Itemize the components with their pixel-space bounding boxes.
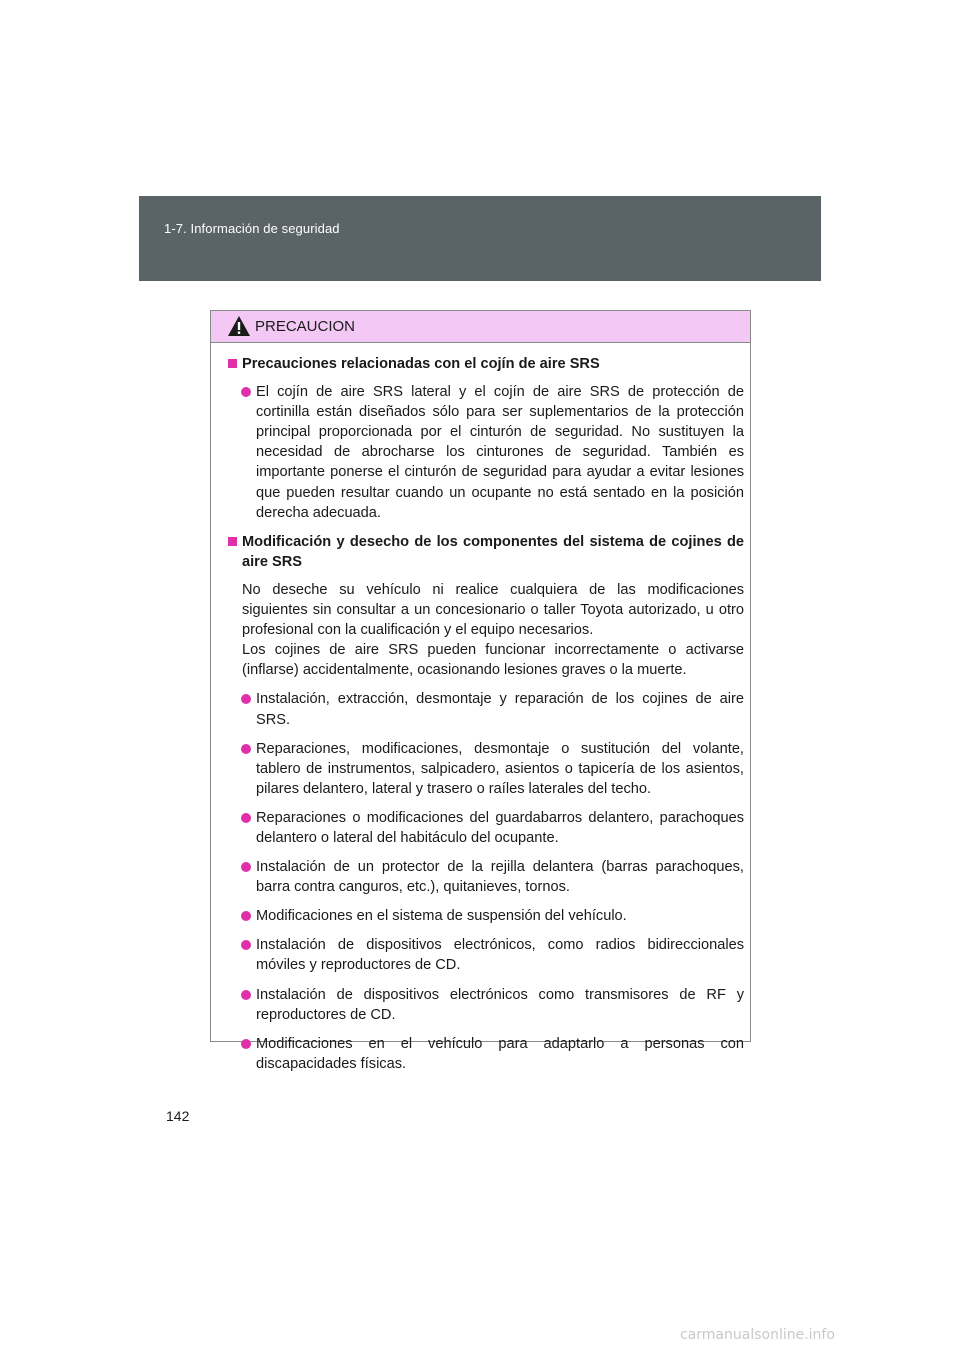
list-item — [228, 1034, 744, 1074]
round-bullet-icon — [241, 911, 251, 921]
round-bullet-icon — [241, 990, 251, 1000]
warning-triangle-icon — [227, 315, 251, 337]
list-item — [228, 382, 744, 523]
round-bullet-icon — [241, 1039, 251, 1049]
list-item-text: Reparaciones o modificaciones del guardabarros delantero, parachoques delantero o lateral del habitáculo del ocupante. — [256, 809, 744, 846]
section-heading — [228, 354, 744, 374]
list-item — [228, 689, 744, 729]
list-item — [228, 985, 744, 1025]
list-item-text: Instalación, extracción, desmontaje y reparación de los cojines de aire SRS. — [256, 691, 744, 728]
list-item — [228, 739, 744, 799]
round-bullet-icon — [241, 862, 251, 872]
section-heading-text: Modificación y desecho de los componentes del sistema de cojines de aire SRS — [242, 533, 744, 570]
list-item — [228, 935, 744, 975]
caution-header — [211, 311, 750, 343]
round-bullet-icon — [241, 813, 251, 823]
caution-label: PRECAUCION — [255, 318, 356, 335]
round-bullet-icon — [241, 387, 251, 397]
paragraph: Los cojines de aire SRS pueden funcionar incorrectamente o activarse (inflarse) accidentalmente, ocasionando lesiones graves o la muerte. — [242, 642, 744, 679]
caution-body — [211, 343, 750, 1074]
round-bullet-icon — [241, 940, 251, 950]
list-item — [228, 808, 744, 848]
paragraph: No deseche su vehículo ni realice cualquiera de las modificaciones siguientes sin consultar a un concesionario o taller Toyota autorizado, u otro profesional con la cualificación y el equipo necesarios. — [242, 581, 744, 639]
round-bullet-icon — [241, 744, 251, 754]
list-item-text: Modificaciones en el vehículo para adaptarlo a personas con discapacidades físicas. — [256, 1035, 744, 1072]
list-item — [228, 857, 744, 897]
list-item-text: Reparaciones, modificaciones, desmontaje o sustitución del volante, tablero de instrumentos, salpicadero, asientos o tapicería de los asientos, pilares delantero, lateral y trasero o raíles laterales del techo. — [256, 740, 744, 797]
list-item-text: El cojín de aire SRS lateral y el cojín de aire SRS de protección de cortinilla están diseñados sólo para ser suplementarios de la protección principal proporcionada por el cinturón de seguridad. No sustituyen la necesidad de abrocharse los cinturones de seguridad. También es importante ponerse el cinturón de seguridad para ayudar a evitar lesiones que pueden resultar cuando un ocupante no está sentado en la posición derecha adecuada. — [256, 384, 744, 521]
section-heading — [228, 532, 744, 572]
section-title: 1-7. Información de seguridad — [164, 221, 340, 236]
section-heading-text: Precauciones relacionadas con el cojín de aire SRS — [242, 356, 600, 372]
list-item-text: Instalación de dispositivos electrónicos, como radios bidireccionales móviles y reproductores de CD. — [256, 937, 744, 974]
list-item — [228, 906, 744, 926]
watermark: carmanualsonline.info — [680, 1327, 835, 1343]
list-item-text: Instalación de un protector de la rejilla delantera (barras parachoques, barra contra canguros, etc.), quitanieves, tornos. — [256, 859, 744, 896]
caution-box — [210, 310, 751, 1072]
list-item-text: Modificaciones en el sistema de suspensión del vehículo. — [256, 908, 627, 925]
section-header-band — [139, 196, 821, 281]
page-number: 142 — [166, 1108, 190, 1124]
round-bullet-icon — [241, 694, 251, 704]
list-item-text: Instalación de dispositivos electrónicos como transmisores de RF y reproductores de CD. — [256, 986, 744, 1023]
square-bullet-icon — [228, 537, 237, 546]
square-bullet-icon — [228, 359, 237, 368]
